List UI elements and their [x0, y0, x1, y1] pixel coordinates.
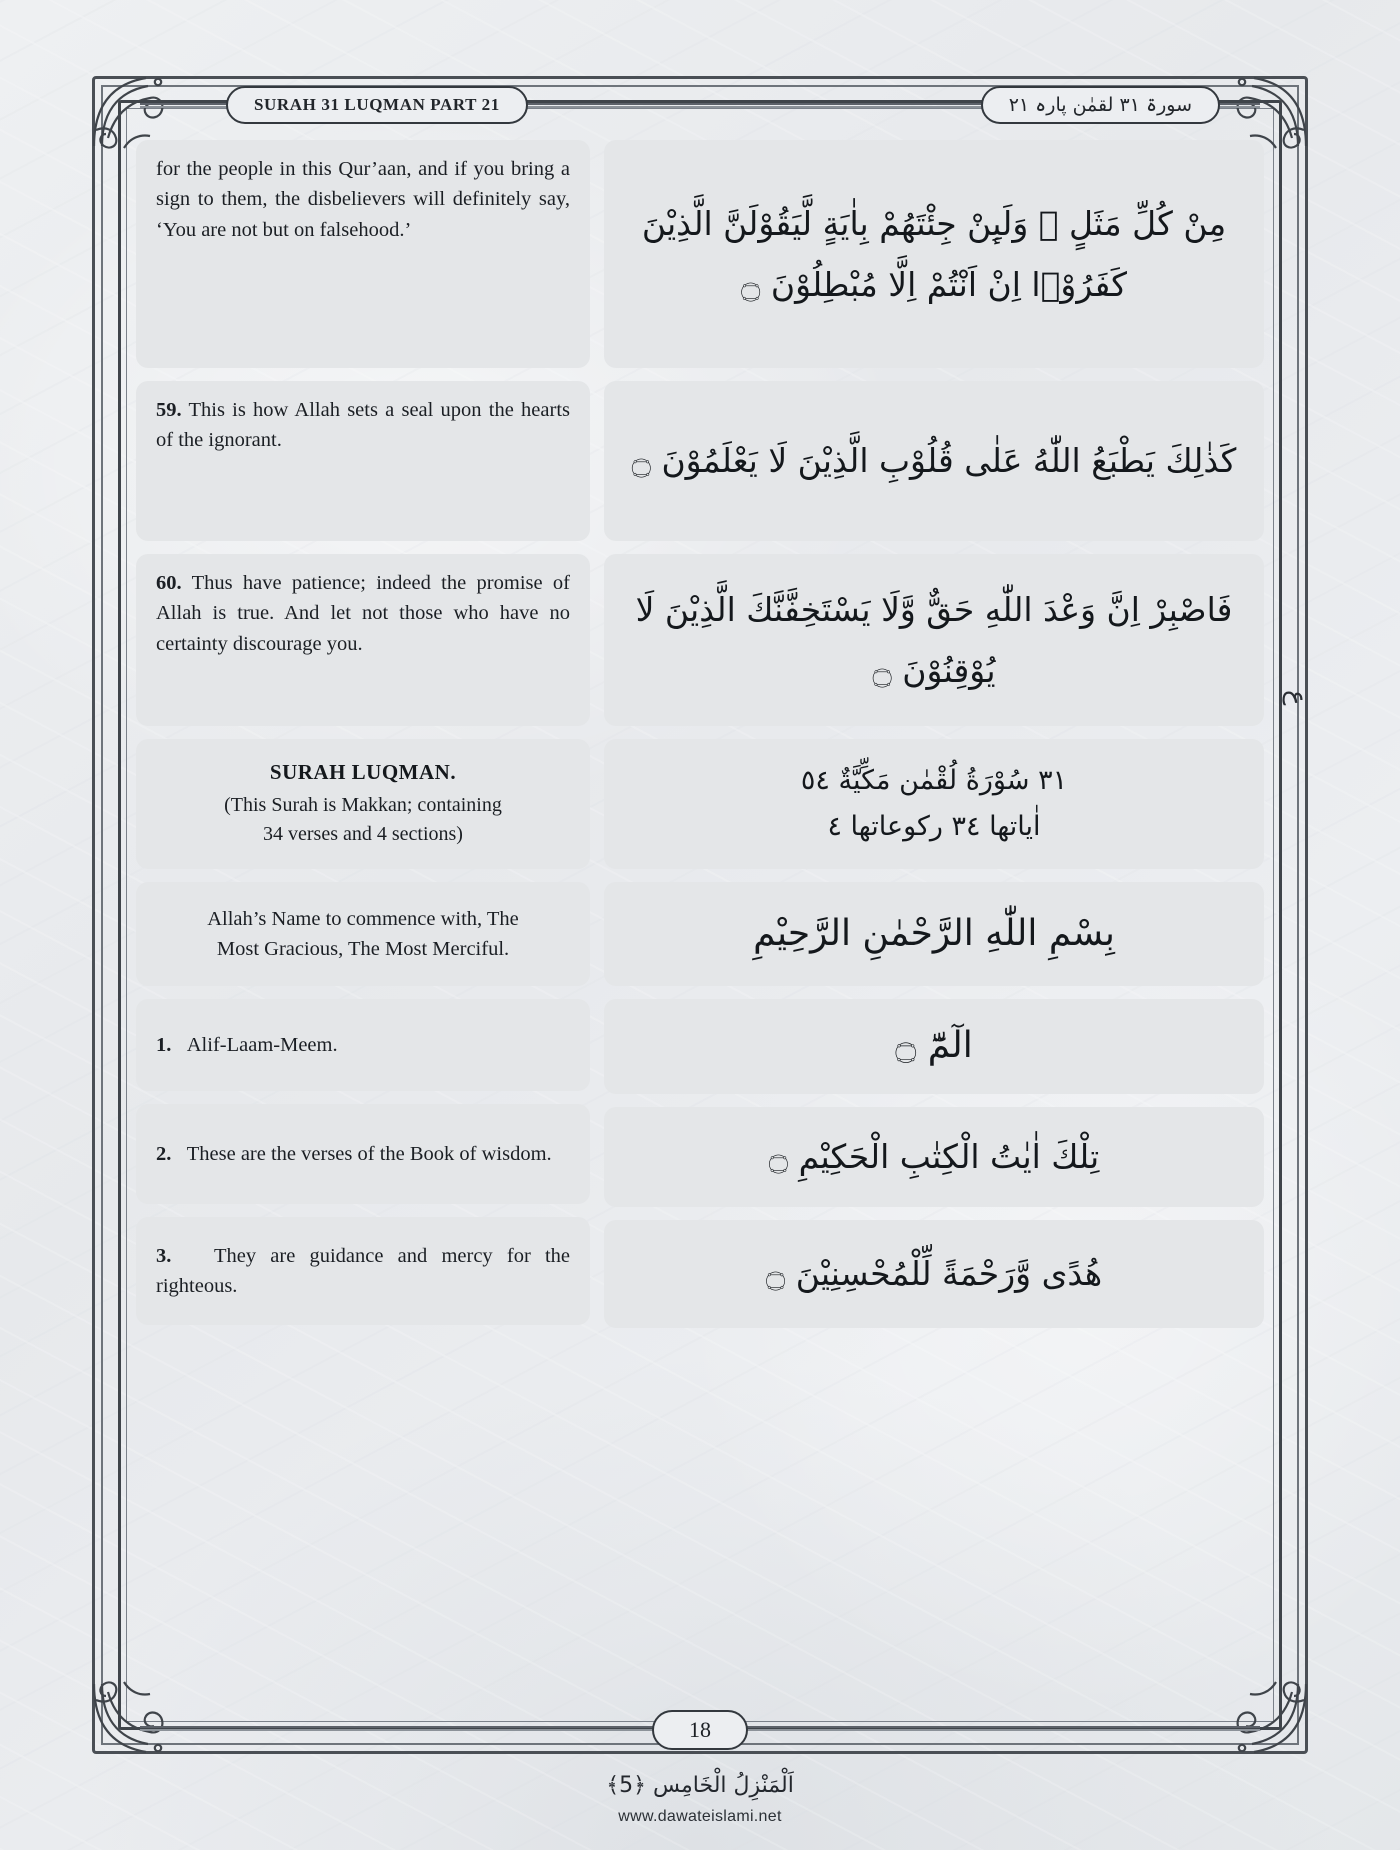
surah-title-english: SURAH LUQMAN.: [269, 759, 457, 784]
verse-text-english: [156, 395, 570, 456]
manzil-label: اَلْمَنْزِلُ الْخَامِس ﴿5﴾: [606, 1773, 794, 1798]
surah-part-label-english: SURAH 31 LUQMAN PART 21: [254, 95, 500, 114]
page-footer: [140, 1710, 1260, 1750]
verse-number: 1.: [156, 1033, 172, 1056]
verse-box-english: [136, 999, 590, 1091]
verse-text-arabic: مِنْ كُلِّ مَثَلٍ ۭ وَلَىِٕنْ جِئْتَهُمْ بِاٰيَةٍ لَّيَقُوْلَنَّ الَّذِيْنَ كَفَرُوْۤا اِنْ اَنْتُمْ اِلَّا مُبْطِلُوْنَ ۝: [641, 203, 1227, 304]
verse-body: This is how Allah sets a seal upon the hearts of the ignorant.: [156, 399, 570, 452]
verse-body: Thus have patience; indeed the promise of Allah is true. And let not those who have no certainty discourage you.: [156, 572, 570, 655]
verse-box-arabic: [604, 381, 1264, 541]
ruku-marker: ع: [1282, 690, 1312, 706]
verse-number: 3.: [156, 1244, 172, 1267]
verse-box-english: [136, 1104, 590, 1204]
verse-number: 2.: [156, 1142, 172, 1165]
verse-text-arabic: فَاصْبِرْ اِنَّ وَعْدَ اللّٰهِ حَقٌّ وَّلَا يَسْتَخِفَّنَّكَ الَّذِيْنَ لَا يُوْقِنُوْنَ ۝: [635, 589, 1233, 690]
header-cartouche-english: [226, 86, 528, 124]
page-header: [140, 86, 1260, 124]
verse-number: 60.: [156, 572, 182, 594]
verse-box-english: [136, 554, 590, 726]
bismillah-arabic: بِسْمِ اللّٰهِ الرَّحْمٰنِ الرَّحِيْمِ: [753, 912, 1115, 954]
surah-subtitle-line-1: (This Surah is Makkan; containing: [224, 793, 502, 816]
verse-box-english: [136, 1217, 590, 1325]
verse-box-arabic: [604, 140, 1264, 368]
page-number: 18: [652, 1710, 748, 1750]
verse-box-arabic: [604, 1220, 1264, 1328]
verse-text-arabic: الٓمّٓ ۝: [895, 1025, 973, 1066]
bismillah-box-arabic: [604, 882, 1264, 986]
verse-box-arabic: [604, 999, 1264, 1094]
verse-box-english: [136, 140, 590, 368]
verse-text-arabic: تِلْكَ اٰيٰتُ الْكِتٰبِ الْحَكِيْمِ ۝: [768, 1137, 1100, 1177]
surah-part-label-arabic: سورۃ ٣١ لقمٰن پارہ ٢١: [1008, 94, 1192, 116]
bismillah-line-1: Allah’s Name to commence with, The: [207, 907, 519, 930]
header-cartouche-arabic: [981, 86, 1220, 124]
verse-text-arabic: كَذٰلِكَ يَطْبَعُ اللّٰهُ عَلٰى قُلُوْبِ الَّذِيْنَ لَا يَعْلَمُوْنَ ۝: [631, 441, 1237, 481]
verse-body: These are the verses of the Book of wisdom.: [186, 1142, 552, 1165]
bismillah-box-english: [136, 882, 590, 986]
verse-number: 59.: [156, 399, 182, 421]
surah-subtitle-line-2: 34 verses and 4 sections): [263, 822, 463, 845]
website-url: www.dawateislami.net: [618, 1808, 782, 1825]
verse-box-arabic: [604, 1107, 1264, 1207]
verse-text-english: [156, 568, 570, 659]
verse-text-english: [156, 1030, 570, 1060]
verse-text-english: [156, 1241, 570, 1302]
surah-heading-box-english: [136, 739, 590, 869]
verse-text-english: [156, 1139, 570, 1169]
verse-columns: [136, 140, 1264, 1700]
surah-info-arabic-line-1: ٣١ سُوْرَةُ لُقْمٰن مَكِّيَّةٌ ٥٤: [800, 765, 1068, 797]
verse-body: They are guidance and mercy for the righteous.: [156, 1244, 571, 1297]
english-translation-column: [136, 140, 590, 1700]
surah-heading-box-arabic: [604, 739, 1264, 869]
arabic-text-column: [604, 140, 1264, 1700]
verse-box-arabic: [604, 554, 1264, 726]
surah-info-arabic-line-2: اٰیاتها ٣٤ رکوعاتها ٤: [827, 811, 1041, 842]
verse-box-english: [136, 381, 590, 541]
verse-text-arabic: هُدًى وَّرَحْمَةً لِّلْمُحْسِنِيْنَ ۝: [765, 1254, 1103, 1294]
verse-body: Alif-Laam-Meem.: [186, 1033, 338, 1056]
bismillah-line-2: Most Gracious, The Most Merciful.: [216, 938, 510, 960]
verse-text-english: for the people in this Qur’aan, and if you bring a sign to them, the disbelievers will definitely say, ‘You are not but on falsehood.’: [156, 158, 570, 241]
